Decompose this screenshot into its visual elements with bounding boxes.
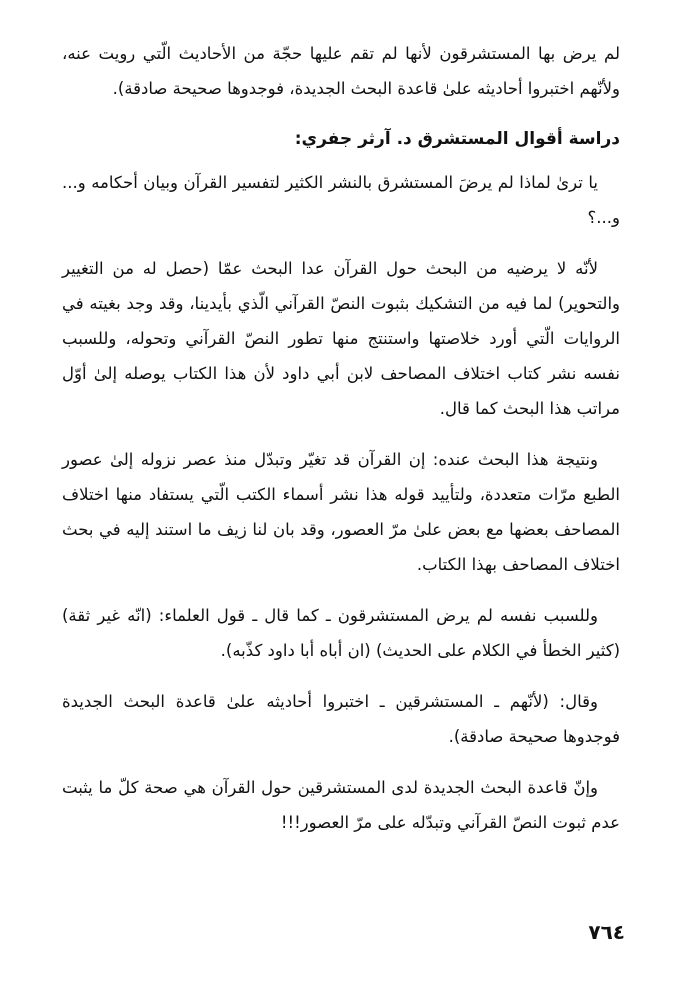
paragraph: وقال: (لأنّهم ـ المستشرقين ـ اختبروا أحاديثه علىٰ قاعدة البحث الجديدة فوجدوها صحيحة صادقة). [62,692,620,746]
paragraph: وللسبب نفسه لم يرض المستشرقون ـ كما قال ـ قول العلماء: (انّه غير ثقة) (كثير الخطأ في الكلام على الحديث) (ان أباه أبا داود كذّبه). [62,606,620,660]
section-heading: دراسة أقوال المستشرق د. آرثر جفري: [294,129,620,149]
paragraph: يا ترىٰ لماذا لم يرضَ المستشرق بالنشر الكثير لتفسير القرآن وبيان أحكامه و... و...؟ [62,173,620,227]
page-number: ٧٦٤ [588,920,625,944]
paragraph: وإنّ قاعدة البحث الجديدة لدى المستشرقين حول القرآن هي صحة كلّ ما يثبت عدم ثبوت النصّ القرآني وتبدّله على مرّ العصور!!! [62,778,620,832]
paragraph-continuation: لم يرض بها المستشرقون لأنها لم تقم عليها حجّة من الأحاديث الّتي رويت عنه، ولأنّهم اختبروا أحاديثه علىٰ قاعدة البحث الجديدة، فوجدوها صحيحة صادقة). [62,44,620,98]
paragraph: ونتيجة هذا البحث عنده: إن القرآن قد تغيّر وتبدّل منذ عصر نزوله إلىٰ عصور الطبع مرّات متعددة، ولتأييد قوله هذا نشر أسماء الكتب الّتي يستفاد منها اختلاف المصاحف بعضها مع بعض علىٰ مرّ العصور، وقد بان لنا زيف ما استند إليه في بحث اختلاف المصاحف بهذا الكتاب. [62,450,620,574]
body-text [62,36,620,856]
paragraph: لأنّه لا يرضيه من البحث حول القرآن عدا البحث عمّا (حصل له من التغيير والتحوير) لما فيه من التشكيك بثبوت النصّ القرآني الّذي بأيدينا، وقد وجد بغيته في الروايات الّتي أورد خلاصتها واستنتج منها تطور النصّ القرآني وتحوله، وللسبب نفسه نشر كتاب اختلاف المصاحف لابن أبي داود لأن هذا الكتاب يوصله إلىٰ أوّل مراتب هذا البحث كما قال. [62,259,620,418]
